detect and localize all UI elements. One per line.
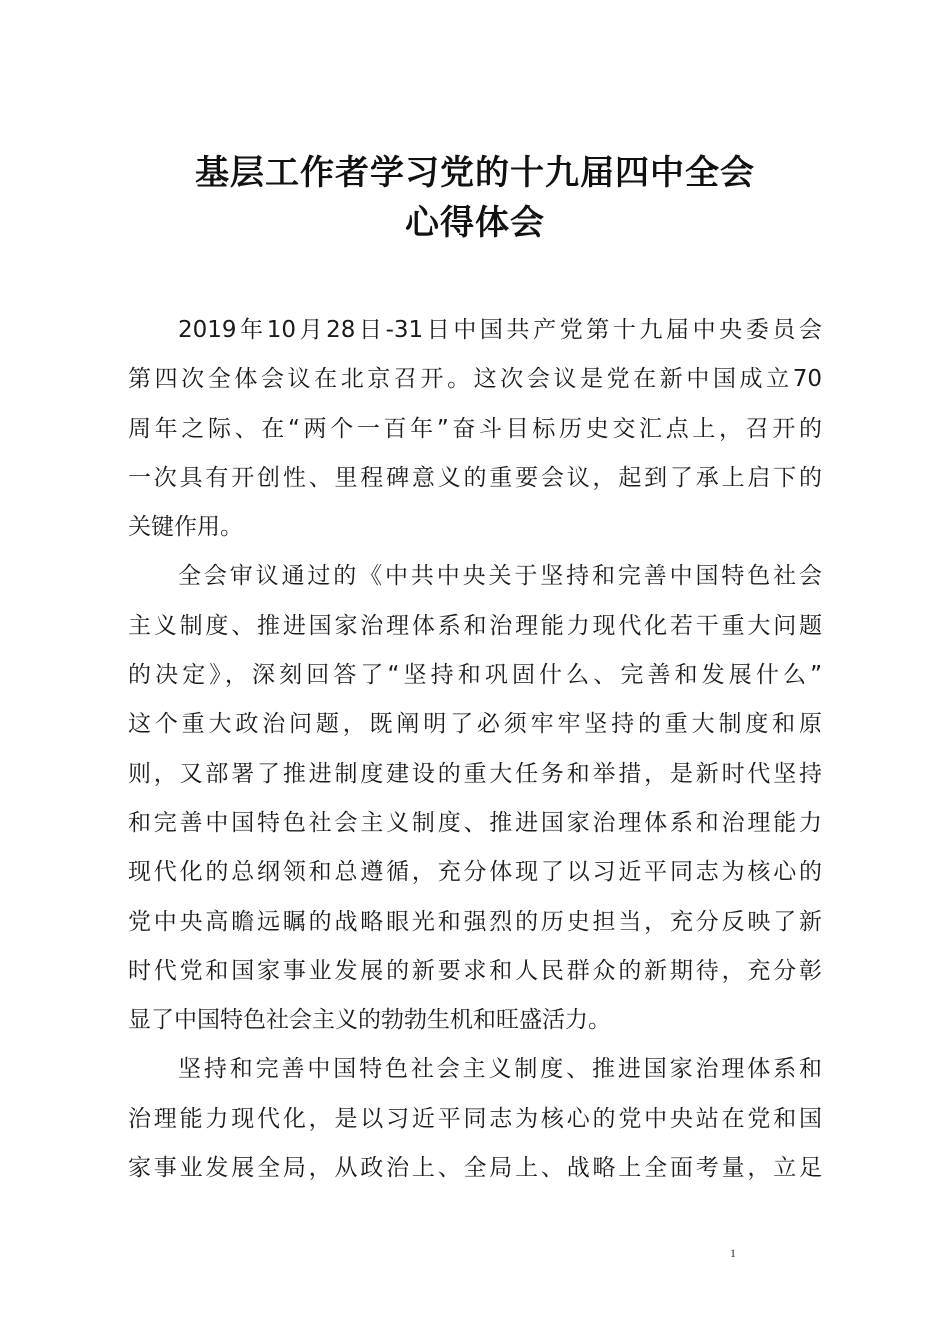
paragraph-3-line-3: 家事业发展全局，从政治上、全局上、战略上全面考量，立足 xyxy=(128,1155,822,1182)
title-line-2: 心得体会 xyxy=(405,203,545,243)
paragraph-3-line-1: 坚持和完善中国特色社会主义制度、推进国家治理体系和 xyxy=(178,1056,822,1083)
document-body xyxy=(128,306,822,1193)
paragraph-1-line-4: 一次具有开创性、里程碑意义的重要会议，起到了承上启下的 xyxy=(128,464,822,491)
page-number: 1 xyxy=(730,1246,736,1260)
paragraph-2-line-5: 则，又部署了推进制度建设的重大任务和举措，是新时代坚持 xyxy=(128,760,822,787)
paragraph-1-line-1: 2019年10月28日-31日中国共产党第十九届中央委员会 xyxy=(178,317,822,343)
paragraph-2-line-9: 时代党和国家事业发展的新要求和人民群众的新期待，充分彰 xyxy=(128,957,822,984)
paragraph-2-line-3: 的决定》，深刻回答了“坚持和巩固什么、完善和发展什么” xyxy=(128,662,822,689)
paragraph-3-line-2: 治理能力现代化，是以习近平同志为核心的党中央站在党和国 xyxy=(128,1105,822,1132)
paragraph-1-line-3: 周年之际、在“两个一百年”奋斗目标历史交汇点上，召开的 xyxy=(128,415,822,442)
paragraph-2-line-10: 显了中国特色社会主义的勃勃生机和旺盛活力。 xyxy=(128,1007,611,1034)
paragraph-2-line-7: 现代化的总纲领和总遵循，充分体现了以习近平同志为核心的 xyxy=(128,859,822,886)
paragraph-2-line-1: 全会审议通过的《中共中央关于坚持和完善中国特色社会 xyxy=(178,563,822,590)
paragraph-2-line-6: 和完善中国特色社会主义制度、推进国家治理体系和治理能力 xyxy=(128,809,822,836)
paragraph-2-line-8: 党中央高瞻远瞩的战略眼光和强烈的历史担当，充分反映了新 xyxy=(128,908,822,935)
paragraph-2-line-4: 这个重大政治问题，既阐明了必须牢牢坚持的重大制度和原 xyxy=(128,711,822,738)
paragraph-1-line-5: 关键作用。 xyxy=(128,514,243,541)
document-title xyxy=(0,148,950,248)
paragraph-1-line-2: 第四次全体会议在北京召开。这次会议是党在新中国成立70 xyxy=(128,366,822,393)
paragraph-2-line-2: 主义制度、推进国家治理体系和治理能力现代化若干重大问题 xyxy=(128,612,822,639)
title-line-1: 基层工作者学习党的十九届四中全会 xyxy=(195,153,755,193)
